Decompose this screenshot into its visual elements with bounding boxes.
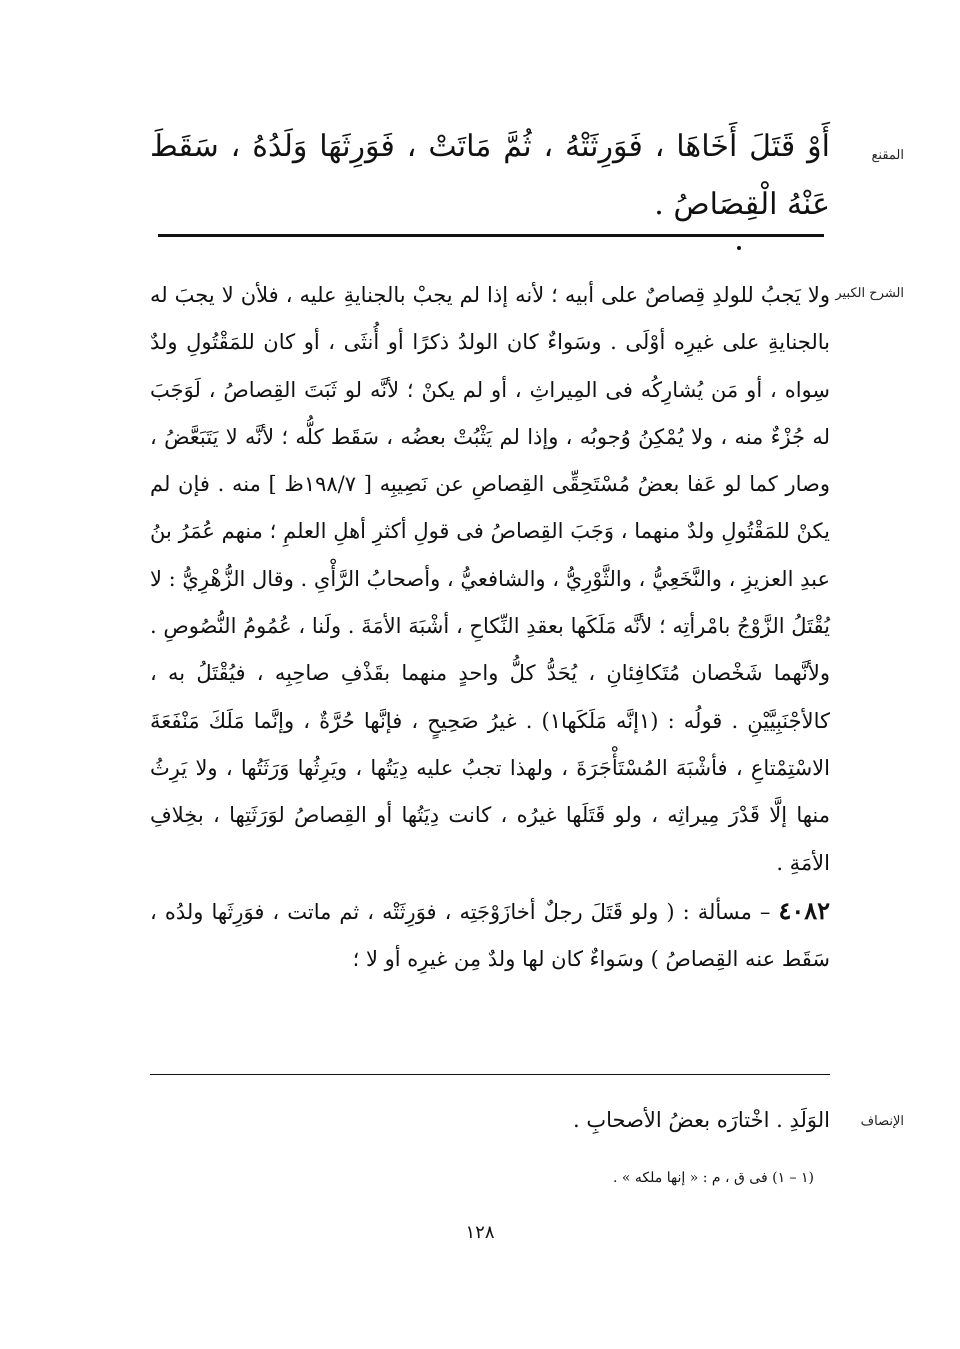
- section-divider-thin: [150, 1074, 830, 1075]
- masala-text: – مسألة : ( ولو قَتَلَ رجلٌ أخازَوْجَتِه ، فوَرِثَتْه ، ثم ماتت ، فوَرِثَها ولدُه ، سَقَط عنه القِصاصُ ) وسَواءٌ كان لها ولدٌ مِن غيرِه أو لا ؛: [150, 899, 830, 972]
- masala-number: ٤٠٨٢: [778, 895, 830, 925]
- footnote: (١ – ١) فى ق ، م : « إنها ملكه » .: [613, 1170, 814, 1186]
- page-number: ١٢٨: [465, 1222, 495, 1243]
- muqni-text: أَوْ قَتَلَ أَخَاهَا ، فَوَرِثَتْهُ ، ثُمَّ مَاتَتْ ، فَوَرِثَهَا وَلَدُهُ ، سَقَطَ عَنْهُ الْقِصَاصُ .: [150, 129, 830, 222]
- sharh-paragraph: ولا يَجبُ للولدِ قِصاصٌ على أبيه ؛ لأنه إذا لم يجبْ بالجنايةِ عليه ، فلأن لا يجبَ له بالجنايةِ على غيرِه أوْلَى . وسَواءٌ كان الولدُ ذكرًا أو أُنثَى ، أو كان للمَقْتُولِ ولدٌ سِواه ، أو مَن يُشارِكُه فى المِيراثِ ، أو لم يكنْ ؛ لأنَّه لو ثَبَتَ القِصاصُ ، لَوَجَبَ له جُزْءٌ منه ، ولا يُمْكِنُ وُجوبُه ، وإذا لم يَثْبُتْ بعضُه ، سَقَط كلُّه ؛ لأنَّه لا يَتَبَعَّضُ ، وصار كما لو عَفا بعضُ مُسْتَحِقِّى القِصاصِ عن نَصِيبِه [ ١٩٨/٧ظ ] منه . فإن لم يكنْ للمَقْتُولِ ولدٌ منهما ، وَجَبَ القِصاصُ فى قولِ أكثرِ أهلِ العلمِ ؛ منهم عُمَرُ بنُ عبدِ العزيزِ ، والنَّخَعِيُّ ، والثَّوْرِيُّ ، والشافعيُّ ، وأصحابُ الرَّأْىِ . وقال الزُّهْرِيُّ : لا يُقْتَلُ الزَّوْجُ بامْرأتِه ؛ لأنَّه مَلَكَها بعقدِ النِّكاحِ ، أشْبَهَ الأمَةَ . ولَنا ، عُمُومُ النُّصُوصِ . ولأنَّهما شَخْصان مُتَكافِئانِ ، يُحَدُّ كلُّ واحدٍ منهما بقَذْفِ صاحِبِه ، فيُقْتَلُ به ، كالأجْنَبِيَّيْنِ . قولُه : (١إنَّه مَلَكَها١) . غيرُ صَحِيحٍ ، فإنَّها حُرَّةٌ ، وإنَّما مَلَكَ مَنْفَعَةَ الاسْتِمْتاعِ ، فأشْبَهَ المُسْتَأْجَرَةَ ، ولهذا تجبُ عليه دِيَتُها ، ويَرِثُها وَرَثَتُها ، ولا يَرِثُ منها إلَّا قَدْرَ مِيراثِه ، ولو قَتَلَها غيرُه ، كانت دِيَتُها أو القِصاصُ لوَرَثَتِها ، بخِلافِ الأمَةِ .: [150, 283, 830, 875]
- divider-dot: [737, 246, 741, 250]
- section-divider-thick: [158, 234, 824, 237]
- sharh-section-label: الشرح الكبير: [835, 286, 904, 301]
- insaf-section-label: الإنصاف: [860, 1114, 904, 1129]
- muqni-section-label: المقنع: [871, 148, 904, 163]
- sharh-text-block: [150, 272, 830, 983]
- insaf-text: الوَلَدِ . اخْتارَه بعضُ الأصحابِ .: [573, 1108, 830, 1132]
